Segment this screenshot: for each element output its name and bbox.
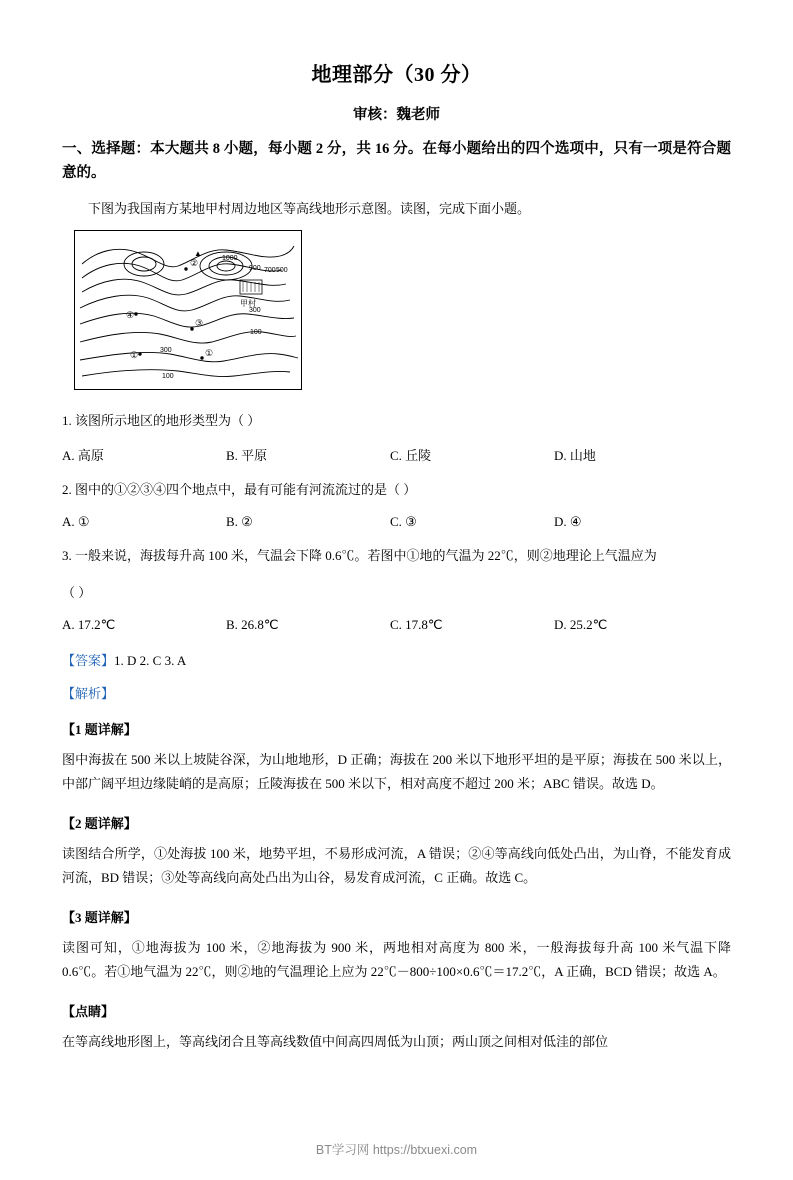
option-1-a[interactable]: A. 高原	[62, 447, 104, 463]
option-1-b[interactable]: B. 平原	[226, 447, 268, 463]
peak-marker	[194, 249, 202, 258]
svg-text:1000: 1000	[222, 254, 238, 262]
analysis-3-heading: 【3 题详解】	[62, 910, 137, 926]
answer-line	[62, 650, 731, 669]
option-2-b[interactable]: B. ②	[226, 513, 253, 529]
option-3-b[interactable]: B. 26.8℃	[226, 617, 279, 633]
svg-text:300: 300	[160, 346, 172, 354]
analysis-2-body: 读图结合所学，①处海拔 100 米，地势平坦，不易形成河流，A 错误；②④等高线向低处凸出，为山脊，不能发育成河流，BD 错误；③处等高线向高处凸出为山谷，易发育成河流，C 正确。故选 C。	[62, 846, 731, 886]
svg-text:700: 700	[264, 266, 276, 274]
question-1-options	[62, 445, 731, 464]
analysis-2-heading: 【2 题详解】	[62, 816, 137, 832]
svg-text:④: ④	[126, 309, 135, 320]
answer-label: 【答案】	[62, 653, 115, 669]
option-3-a[interactable]: A. 17.2℃	[62, 617, 116, 633]
question-2-stem: 2. 图中的①②③④四个地点中，最有可能有河流流过的是（ ）	[62, 481, 417, 497]
svg-text:甲村: 甲村	[240, 298, 256, 308]
option-1-c[interactable]: C. 丘陵	[390, 447, 432, 463]
option-2-a[interactable]: A. ①	[62, 513, 90, 529]
svg-text:300: 300	[249, 306, 261, 314]
svg-text:②: ②	[190, 257, 199, 268]
site-watermark: BT学习网 https://btxuexi.com	[315, 1143, 478, 1157]
analysis-label: 【解析】	[62, 686, 115, 702]
answer-items: 1. D 2. C 3. A	[114, 653, 187, 669]
svg-text:③: ③	[195, 317, 204, 328]
svg-text:100: 100	[162, 372, 174, 380]
svg-text:▲: ▲	[194, 248, 202, 258]
svg-text:①: ①	[205, 347, 214, 358]
question-3-stem-line2: （ ）	[62, 584, 92, 600]
option-1-d[interactable]: D. 山地	[554, 447, 596, 463]
svg-text:100: 100	[250, 328, 262, 336]
analysis-4-heading: 【点睛】	[62, 1004, 115, 1020]
question-3-options	[62, 617, 731, 633]
section-heading: 一、选择题：本大题共 8 小题，每小题 2 分，共 16 分。在每小题给出的四个选项中，只有一项是符合题意的。	[62, 141, 731, 181]
page-title: 地理部分（30 分）	[311, 64, 482, 86]
svg-text:900: 900	[249, 264, 261, 272]
contour-map-svg	[74, 230, 302, 390]
option-2-d[interactable]: D. ④	[554, 513, 582, 529]
analysis-3-body: 读图可知，①地海拔为 100 米，②地海拔为 900 米，两地相对高度为 800 米，一般海拔每升高 100 米气温下降 0.6℃。若①地气温为 22℃，则②地的气温理论上应为 22℃－800÷100×0.6℃＝17.2℃，A 正确，BCD 错误；故选 A。	[62, 940, 731, 980]
contour-map-figure	[74, 230, 731, 395]
intro-text: 下图为我国南方某地甲村周边地区等高线地形示意图。读图，完成下面小题。	[88, 200, 531, 216]
svg-text:①: ①	[130, 349, 139, 360]
svg-text:500: 500	[276, 266, 288, 274]
analysis-4-body: 在等高线地形图上，等高线闭合且等高线数值中间高四周低为山顶；两山顶之间相对低洼的部位	[62, 1034, 609, 1050]
question-1-stem: 1. 该图所示地区的地形类型为（ ）	[62, 412, 261, 428]
document-page	[0, 58, 793, 1180]
question-2-options	[62, 514, 731, 530]
option-3-c[interactable]: C. 17.8℃	[390, 617, 443, 633]
option-2-c[interactable]: C. ③	[390, 513, 417, 529]
page-subtitle: 审核：魏老师	[353, 107, 440, 123]
question-3-stem: 3. 一般来说，海拔每升高 100 米，气温会下降 0.6℃。若图中①地的气温为 22℃，则②地理论上气温应为	[62, 547, 657, 563]
analysis-1-heading: 【1 题详解】	[62, 722, 137, 738]
analysis-1-body: 图中海拔在 500 米以上坡陡谷深，为山地地形，D 正确；海拔在 200 米以下地形平坦的是平原；海拔在 500 米以上，中部广阔平坦边缘陡峭的是高原；丘陵海拔在 500 米以下，相对高度不超过 200 米；ABC 错误。故选 D。	[62, 752, 731, 792]
option-3-d[interactable]: D. 25.2℃	[554, 617, 608, 633]
